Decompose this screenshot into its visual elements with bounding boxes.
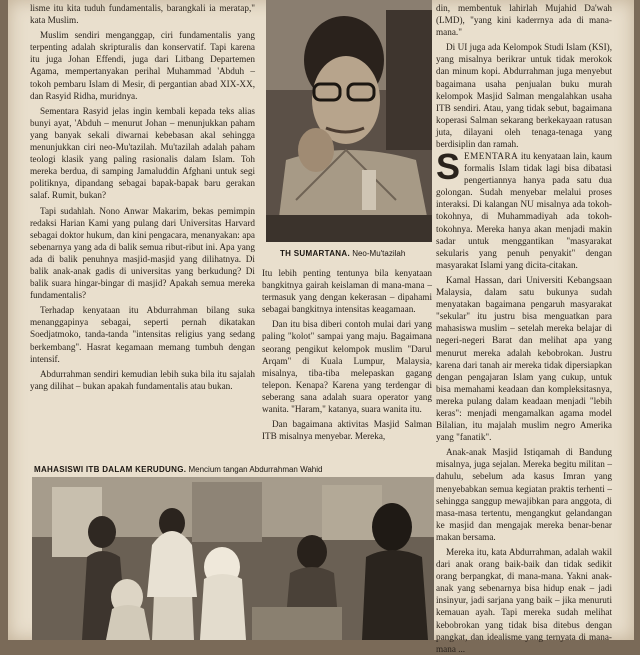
paragraph: Di UI juga ada Kelompok Studi Islam (KSI), yang misalnya berikrar untuk tidak merokok dan minum kopi. Abdurrahman juga menyebut bagaimana usaha penjualan buku murah kelompok Masjid Salman mengalahkan usaha ITB sendiri. Atau, yang tidak sebut, bagaimana koperasi Salman sekarang berkekayaan ratusan juta, dilayani oleh tenaga-tenaga yang berdisiplin dan ramah.	[436, 42, 612, 150]
portrait-illustration	[266, 0, 432, 242]
paragraph: Anak-anak Masjid Istiqamah di Bandung misalnya, juga sejalan. Mereka begitu militan – dahulu, sebelum ada kasus Imran yang menyebabkan semua kegiatan praktis terhenti – sehingga sanggup mewajibkan para anggota, di masa-masa tertentu, mengangkut gelandangan ke masjid dan mengajak mereka benar-benar makan bersama.	[436, 447, 612, 542]
right-column-top	[436, 2, 612, 150]
paragraph: din, membentuk lahirlah Mujahid Da'wah (LMD), "yang kini kaderrnya ada di mana-mana."	[436, 3, 612, 38]
group-illustration	[32, 477, 434, 640]
group-photo-caption	[34, 465, 434, 474]
paragraph: Dan bagaimana aktivitas Masjid Salman ITB misalnya menyebar. Mereka,	[262, 419, 432, 442]
caption-text: Mencium tangan Abdurrahman Wahid	[188, 465, 323, 474]
portrait-caption	[280, 249, 405, 258]
paragraph: Sementara Rasyid jelas ingin kembali kepada teks alias bunyi ayat, 'Abduh – menurut Johan – menunjukkan paham yang banyak sekali diwarnai kebebasan akal sehingga menunjukkan ciri neo-Mu'tazilah. Mu'tazilah adalah paham teologi klasik yang paling rasionalis dalam Islam. Toh mereka berdua, di samping Jamaluddin Afghani untuk segi politiknya, dipandang sebagai bapak-bapak baru gerakan salaf. Rumit, bukan?	[30, 105, 255, 201]
paragraph: Muslim sendiri menganggap, ciri fundamentalis yang terpenting adalah skripturalis dan konservatif. Tapi karena itu juga Johan Effendi, juga dari Litbang Departemen Agama, mempertanyakan perihal Muhammad 'Abduh – tokoh pembaru Islam di Mesir, di pergantian abad XIX-XX, dan Rasyid Ridha, muridnya.	[30, 30, 255, 101]
right-text-column	[436, 2, 612, 654]
paragraph: Abdurrahman sendiri kemudian lebih suka bila itu sajalah yang dilihat – bukan apakah fundamentalis atau bukan.	[30, 368, 255, 391]
paragraph: Itu lebih penting tentunya bila kenyataan bangkitnya gairah keislaman di mana-mana – termasuk yang dengan kekerasan – dipahami sebagai bangkitnya intensitas keagamaan.	[262, 268, 432, 315]
middle-text-column	[262, 267, 432, 459]
lead-word: EMENTARA	[464, 151, 519, 161]
paragraph-text: itu kenyataan lain, kaum formalis Islam tidak lagi bisa dibatasi pengertiannya hanya pada satu dua golongan. Sudah menyebar melalui proses interaksi. Di kalangan NU misalnya ada tokoh-tokohnya, di Muhammadiyah ada tokoh-tokohnya. Mereka hanya akan menjadi makin sadar untuk menggantikan "masyarakat sekularis yang penuh penyakit" dengan masyarakat Islami yang dicita-citakan.	[436, 151, 612, 270]
paragraph: Terhadap kenyataan itu Abdurrahman bilang suka menanggapinya sebagai, seperti pernah dikatakan Soedjatmoko, tanda-tanda "intensitas religius yang sedang berkembang". Hasrat kegamaan memang tumbuh dengan intensif.	[30, 305, 255, 364]
paragraph: Mereka itu, kata Abdurrahman, adalah wakil dari anak orang baik-baik dan tidak sedikit orang berpangkat, di mana-mana. Yakni anak-anak yang sebenarnya bisa hidup enak – jadi insinyur, jadi sarjana yang baik – jika menuruti kemauan ayah. Tapi mereka sudah melihat kebobrokan yang tidak bisa ditebus dengan pangkat, dan idealisme yang ternyata di mana-mana ...	[436, 547, 612, 654]
magazine-page	[8, 0, 634, 654]
portrait-photo	[266, 0, 432, 242]
paragraph: Dan itu bisa diberi contoh mulai dari yang paling "kolot" sampai yang maju. Bagaimana seorang pengikut kelompok muslim "Darul Arqam" di Kuala Lumpur, Malaysia, misalnya, tiba-tiba melepaskan gagang telepon. Kenapa? Karena yang terdengar di seberang sana adalah suara operator yang wanita. "Haram," katanya, suara wanita itu.	[262, 319, 432, 415]
caption-text: Neo-Mu'tazilah	[352, 249, 406, 258]
drop-cap: S	[436, 146, 461, 187]
left-text-column	[30, 2, 255, 472]
paragraph: Kamal Hassan, dari Universiti Kebangsaan Malaysia, dalam satu bukunya sudah menyatakan bagaimana pengaruh masyarakat "sekular" itu justru bisa menguatkan para mahasiswa muslim – setelah mereka belajar di negeri-negeri Barat dan melihat apa yang menurut mereka adalah kebobrokan. Justru karena dari tanah air mereka tidak dipersiapkan dengan pengajaran Islam yang cukup, untuk bisa memahami keadaan dan kompleksitasnya, mereka pulang dalam keadaan menjadi "lebih keras": menjadi mengamalkan agama model Bilalian, itu majalah muslim negro Amerika yang "fanatik".	[436, 274, 612, 443]
caption-name: TH SUMARTANA.	[280, 249, 350, 258]
paragraph: Tapi sudahlah. Nono Anwar Makarim, bekas pemimpin redaksi Harian Kami yang pulang dari Universitas Harvard sebagai doktor hukum, dan kini pengacara, menanyakan: apa sebenarnya yang ada di balik semua ribut-ribut ini. Apa yang ada di balik penuhnya masjid-masjid yang dilihatnya. Di balik anak-anak gadis di universitas yang berkudung? Di balik suara hingar-bingar di masjid? Apakah semua mereka fundamentalis?	[30, 205, 255, 301]
paragraph: lisme itu kita tuduh fundamentalis, barangkali ia meratap," kata Muslim.	[30, 3, 255, 26]
paragraph-dropcap	[436, 146, 612, 271]
caption-heading: MAHASISWI ITB DALAM KERUDUNG.	[34, 465, 187, 474]
group-photo	[32, 477, 434, 640]
